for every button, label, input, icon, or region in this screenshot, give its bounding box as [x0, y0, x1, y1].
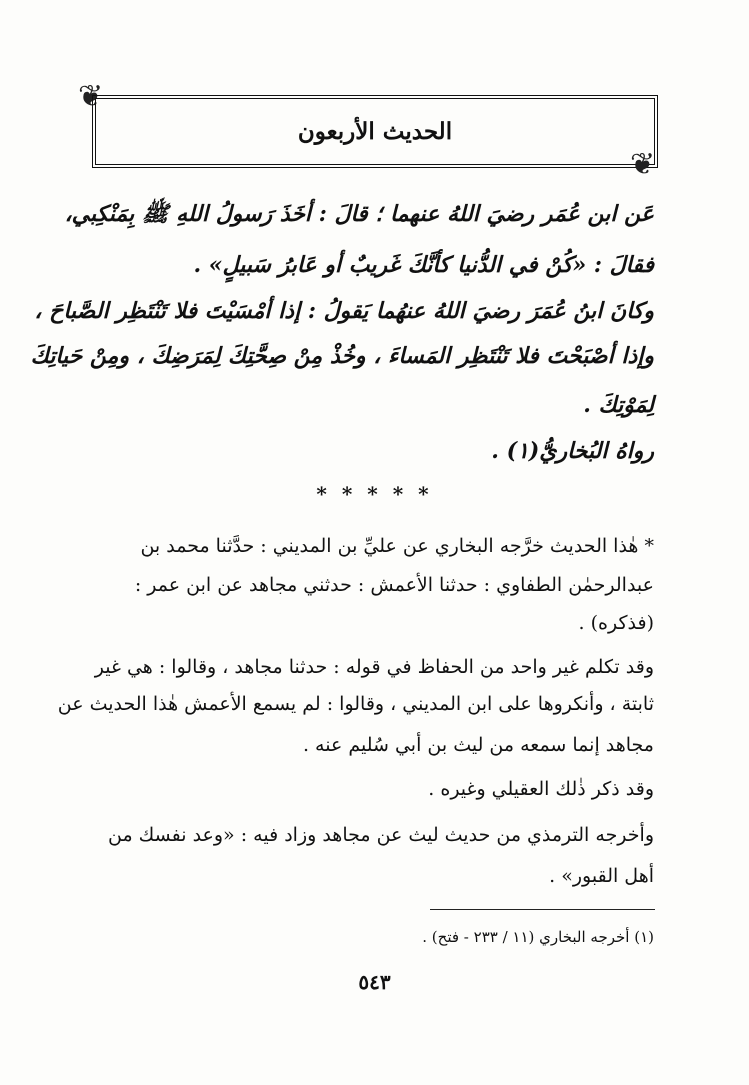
- floral-ornament-icon: ❦: [78, 79, 104, 114]
- commentary-line: وأخرجه الترمذي من حديث ليث عن مجاهد وزاد فيه : «وعد نفسك من: [107, 824, 654, 846]
- footnote-separator: [430, 909, 655, 910]
- footnote: (١) أخرجه البخاري (١١ / ٢٣٣ - فتح) .: [422, 928, 654, 946]
- commentary-line: وقد ذكر ذٰلك العقيلي وغيره .: [428, 778, 654, 800]
- page-number: ٥٤٣: [358, 970, 391, 994]
- hadith-line: وإذا أصْبَحْتَ فلا تَنْتَظِر المَساءَ ، وخُذْ مِنْ صِحَّتِكَ لِمَرَضِكَ ، ومِنْ حَياتِكَ: [30, 343, 654, 369]
- chapter-title: الحديث الأربعون: [297, 118, 453, 145]
- commentary-line: عبدالرحمٰن الطفاوي : حدثنا الأعمش : حدثني مجاهد عن ابن عمر :: [134, 574, 654, 596]
- hadith-line: وكانَ ابنُ عُمَرَ رضيَ اللهُ عنهُما يَقولُ : إذا أمْسَيْتَ فلا تَنْتَظِر الصَّباحَ ،: [34, 298, 654, 324]
- commentary-line: * هٰذا الحديث خرَّجه البخاري عن عليِّ بن المديني : حدَّثنا محمد بن: [140, 535, 654, 557]
- commentary-line: (فذكره) .: [578, 612, 654, 634]
- narration-source: رواهُ البُخاريُّ(١) .: [491, 438, 654, 464]
- commentary-line: ثابتة ، وأنكروها على ابن المديني ، وقالوا : لم يسمع الأعمش هٰذا الحديث عن: [57, 693, 654, 715]
- hadith-line: لِمَوْتِكَ .: [583, 392, 654, 418]
- commentary-line: أهل القبور» .: [549, 865, 654, 887]
- section-divider: * * * * *: [316, 482, 433, 506]
- floral-ornament-icon: ❦: [630, 147, 656, 182]
- commentary-line: مجاهد إنما سمعه من ليث بن أبي سُليم عنه .: [302, 734, 654, 756]
- commentary-line: وقد تكلم غير واحد من الحفاظ في قوله : حدثنا مجاهد ، وقالوا : هي غير: [94, 656, 654, 678]
- chapter-title-frame: [92, 95, 658, 168]
- hadith-line: فقالَ : «كُنْ في الدُّنيا كأنَّكَ غَريبٌ أو عَابرُ سَبيلٍ» .: [193, 252, 654, 278]
- hadith-line: عَن ابن عُمَر رضيَ اللهُ عنهما ؛ قالَ : أخَذَ رَسولُ اللهِ ﷺ بِمَنْكِبي،: [64, 201, 654, 227]
